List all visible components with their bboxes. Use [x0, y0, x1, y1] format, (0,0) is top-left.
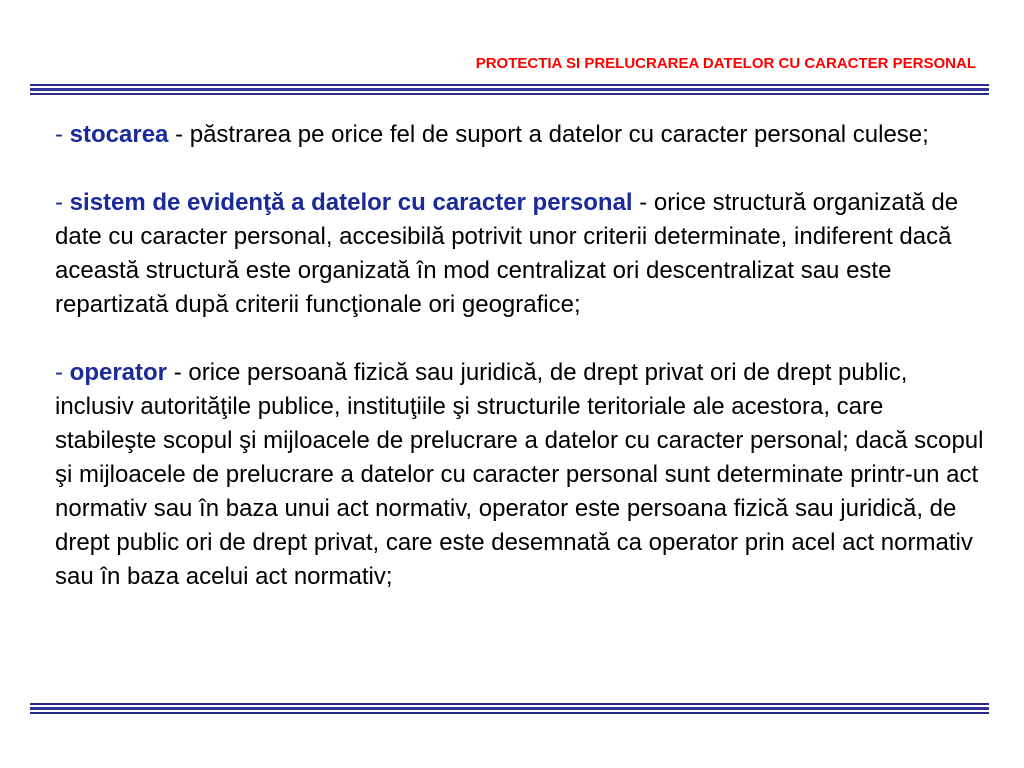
definition-text: - orice structură organizată de date cu caracter personal, accesibilă potrivit unor criterii determinate, indiferent dacă această structură este organizată în mod centralizat ori descentralizat sau este repartizată după criterii funcţionale ori geografice;	[55, 189, 959, 318]
definition-dash: -	[55, 121, 70, 148]
definition-text: - orice persoană fizică sau juridică, de drept privat ori de drept public, inclusiv autorităţile publice, instituţiile şi structurile teritoriale ale acestora, care stabileşte scopul şi mijloacele de prelucrare a datelor cu caracter personal; dacă scopul şi mijloacele de prelucrare a datelor cu caracter personal sunt determinate printr-un act normativ sau în baza unui act normativ, operator este persoana fizică sau juridică, de drept public ori de drept privat, care este desemnată ca operator prin acel act normativ sau în baza acelui act normativ;	[55, 359, 984, 590]
definition-dash: -	[55, 359, 70, 386]
definition-sistem-evidenta	[55, 186, 985, 322]
definition-term: sistem de evidenţă a datelor cu caracter personal	[69, 189, 633, 216]
slide-header-title: PROTECTIA SI PRELUCRAREA DATELOR CU CARACTER PERSONAL	[475, 55, 976, 72]
definition-operator	[55, 356, 985, 594]
bottom-divider	[30, 703, 989, 716]
definition-stocarea	[55, 118, 985, 152]
top-divider	[30, 84, 989, 97]
definition-term: operator	[69, 359, 168, 386]
slide-body	[55, 118, 985, 594]
definition-text: - păstrarea pe orice fel de suport a datelor cu caracter personal culese;	[168, 121, 929, 148]
definition-dash: -	[55, 189, 70, 216]
definition-term: stocarea	[69, 121, 169, 148]
